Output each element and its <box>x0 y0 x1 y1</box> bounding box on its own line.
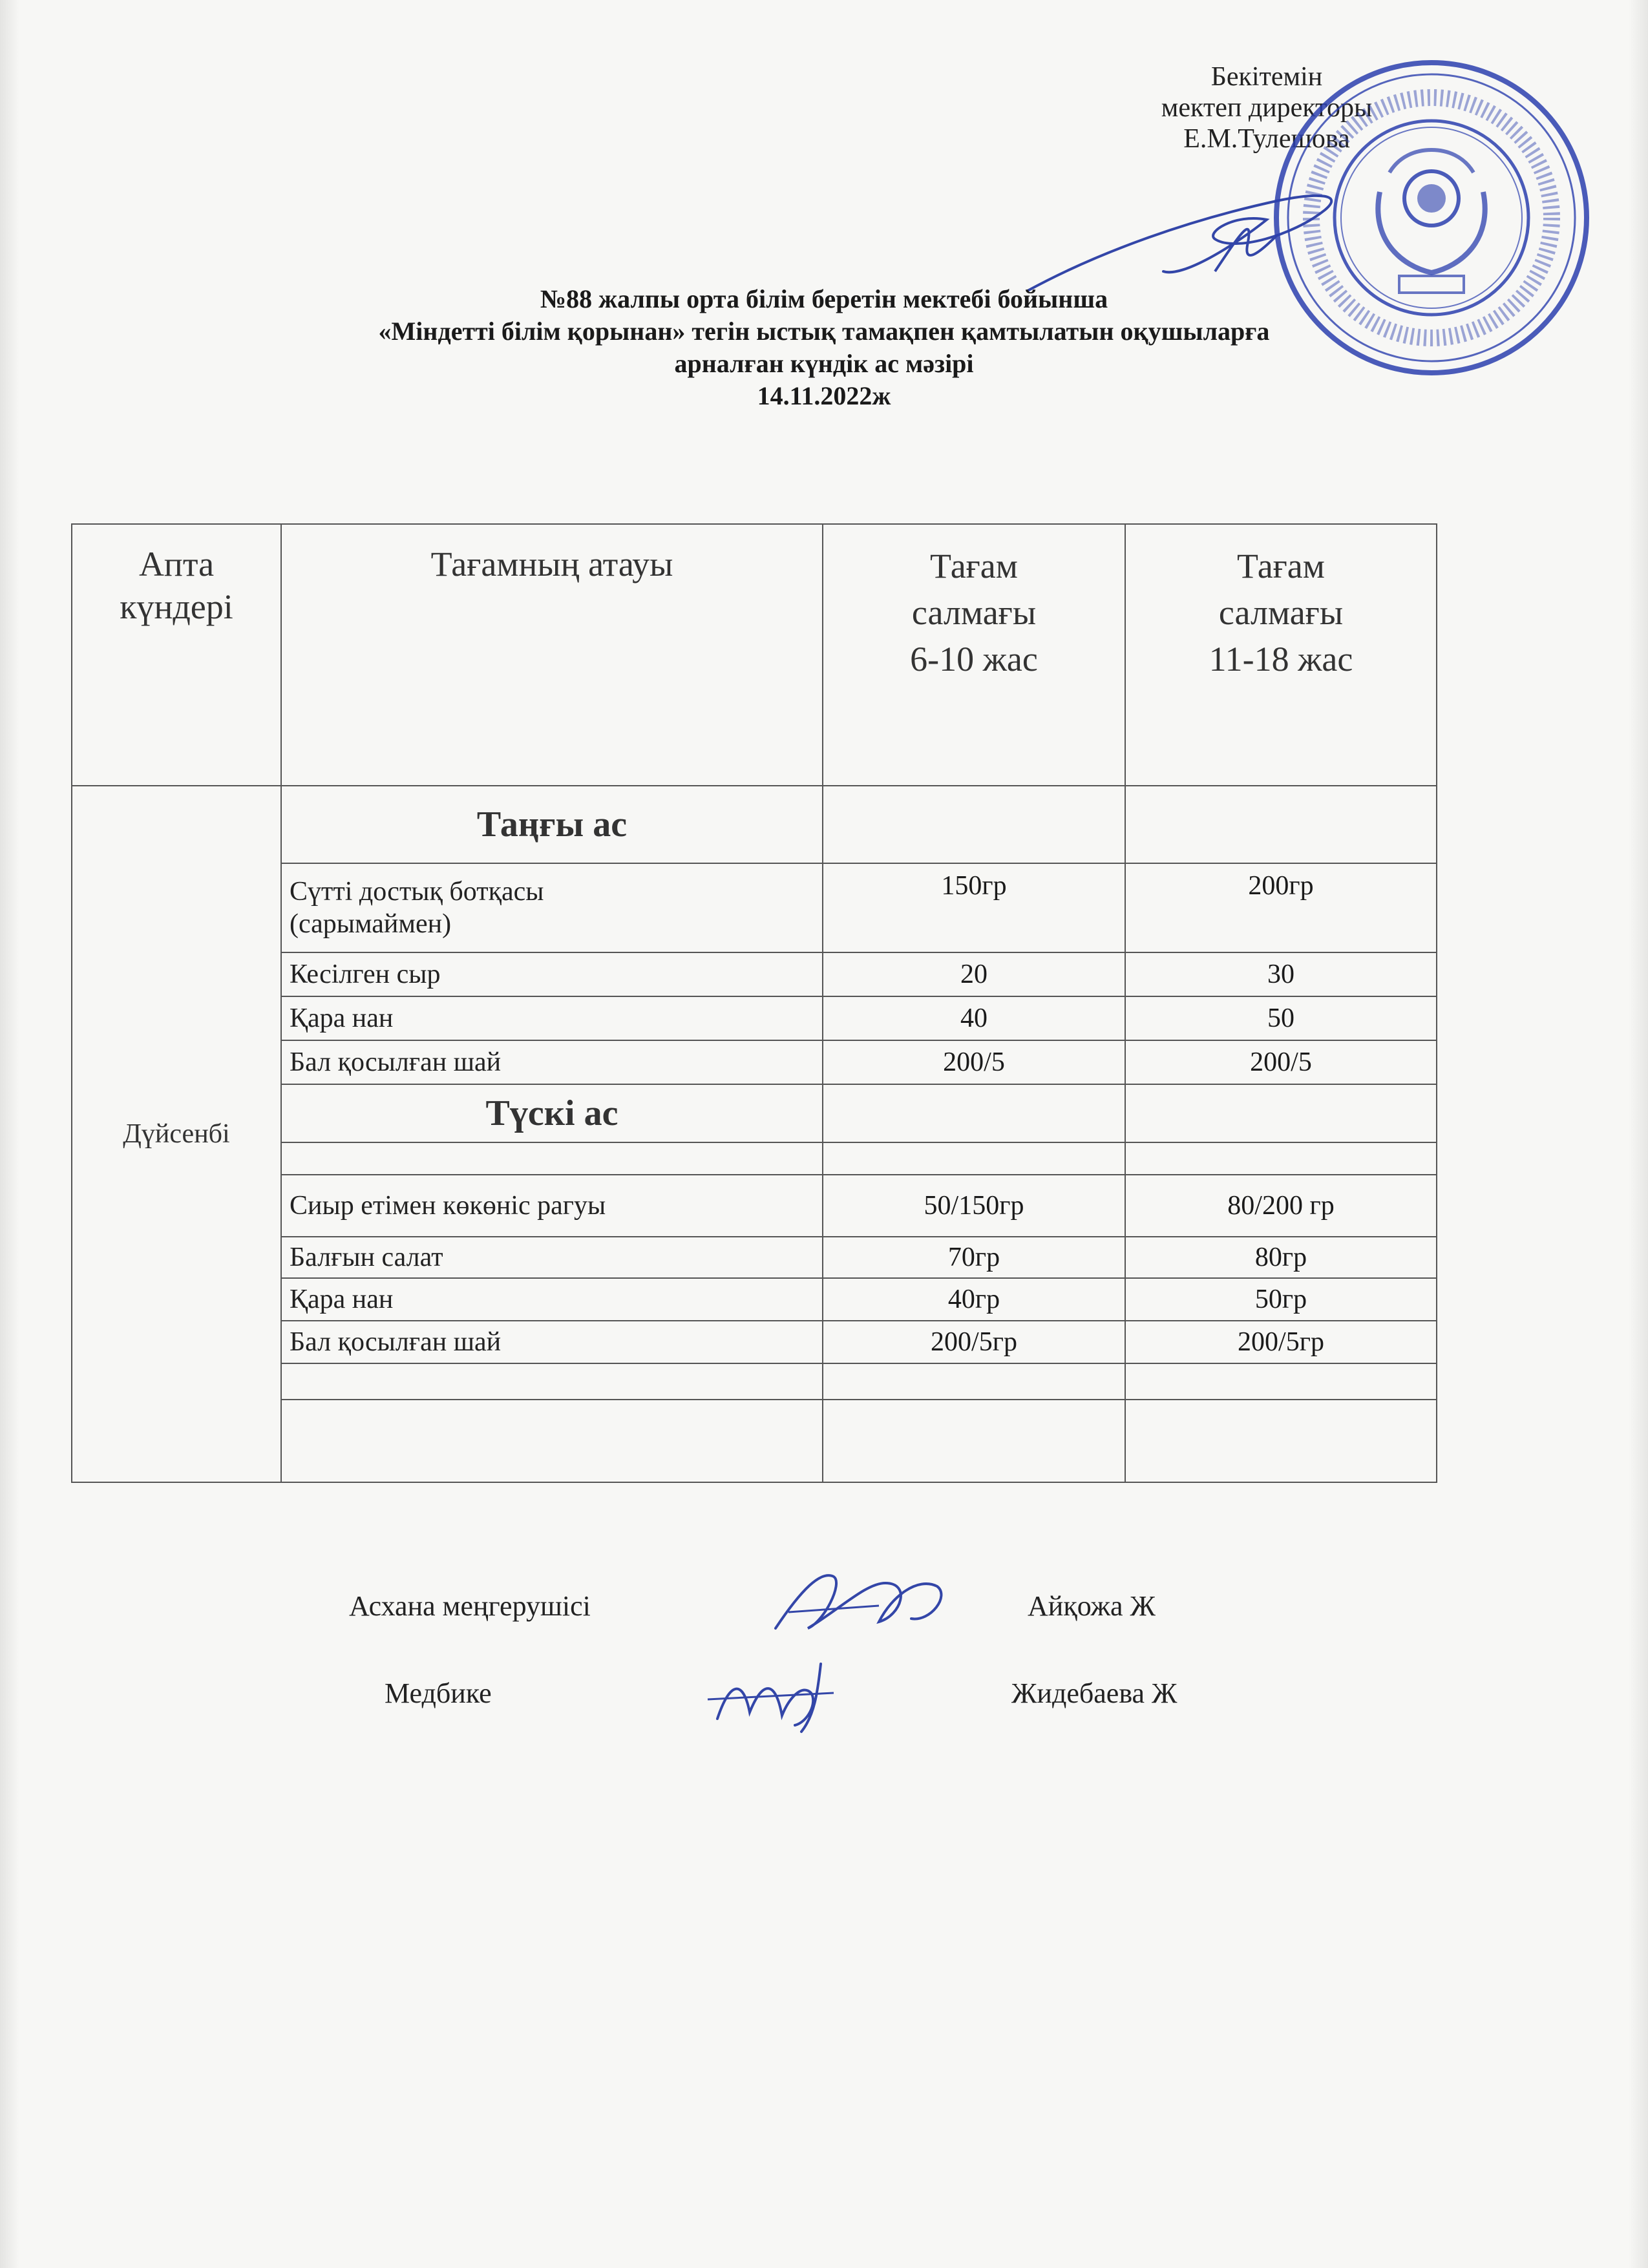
header-weight-11-18 <box>1125 524 1437 786</box>
canteen-name: Айқожа Ж <box>1028 1590 1156 1622</box>
empty-cell <box>281 1142 823 1175</box>
title-line-3: арналған күндік ас мәзірі <box>674 349 974 378</box>
weight-11-18: 80гр <box>1125 1237 1437 1278</box>
empty-cell <box>1125 1142 1437 1175</box>
dish-name-line-1: Сүтті достық ботқасы <box>290 877 544 907</box>
empty-cell <box>823 1400 1125 1482</box>
title-line-2: «Міндетті білім қорынан» тегін ыстық тамақпен қамтылатын оқушыларға <box>378 317 1270 346</box>
menu-table <box>71 523 1437 1483</box>
weight-6-10: 150гр <box>823 863 1125 952</box>
header-w2-line-2: салмағы <box>1218 593 1344 632</box>
weight-11-18: 80/200 гр <box>1125 1175 1437 1237</box>
header-w1-line-3: 6-10 жас <box>910 640 1038 678</box>
empty-cell <box>1125 1363 1437 1400</box>
empty-cell <box>1125 786 1437 863</box>
dish-name: Бал қосылған шай <box>281 1040 823 1084</box>
table-header-row <box>72 524 1437 786</box>
dish-name <box>281 863 823 952</box>
dish-name: Кесілген сыр <box>281 952 823 996</box>
dish-name: Қара нан <box>281 996 823 1040</box>
dish-name: Қара нан <box>281 1278 823 1321</box>
empty-cell <box>823 1363 1125 1400</box>
title-line-1: №88 жалпы орта білім беретін мектебі бойынша <box>540 284 1108 313</box>
weight-6-10: 50/150гр <box>823 1175 1125 1237</box>
dish-name: Балғын салат <box>281 1237 823 1278</box>
weight-11-18: 50 <box>1125 996 1437 1040</box>
empty-cell <box>823 1084 1125 1142</box>
nurse-signature <box>704 1654 860 1738</box>
empty-cell <box>281 1400 823 1482</box>
empty-cell <box>823 1142 1125 1175</box>
approval-line-3: Е.М.Тулешова <box>1183 124 1350 154</box>
weight-11-18: 200/5гр <box>1125 1321 1437 1363</box>
day-cell: Дүйсенбі <box>72 786 281 1482</box>
dish-name: Сиыр етімен көкөніс рагуы <box>281 1175 823 1237</box>
canteen-role: Асхана меңгерушісі <box>349 1590 591 1622</box>
empty-cell <box>281 1363 823 1400</box>
weight-6-10: 40 <box>823 996 1125 1040</box>
header-day <box>72 524 281 786</box>
weight-11-18: 30 <box>1125 952 1437 996</box>
nurse-role: Медбике <box>385 1677 492 1709</box>
empty-cell <box>1125 1400 1437 1482</box>
dish-name: Бал қосылған шай <box>281 1321 823 1363</box>
breakfast-title-row <box>72 786 1437 863</box>
empty-cell <box>1125 1084 1437 1142</box>
header-w1-line-2: салмағы <box>911 593 1037 632</box>
header-w2-line-1: Тағам <box>1237 547 1325 585</box>
document-title <box>0 283 1648 412</box>
dish-name-line-2: (сарымаймен) <box>290 909 452 939</box>
weight-11-18: 50гр <box>1125 1278 1437 1321</box>
canteen-signature <box>763 1551 956 1648</box>
header-w1-line-1: Тағам <box>930 547 1018 585</box>
weight-6-10: 20 <box>823 952 1125 996</box>
empty-cell <box>823 786 1125 863</box>
header-day-line-2: күндері <box>120 587 233 626</box>
approval-line-2: мектеп директоры <box>1161 93 1373 123</box>
header-dish-name: Тағамның атауы <box>281 524 823 786</box>
breakfast-title: Таңғы ас <box>281 786 823 863</box>
weight-11-18: 200гр <box>1125 863 1437 952</box>
weight-6-10: 70гр <box>823 1237 1125 1278</box>
weight-11-18: 200/5 <box>1125 1040 1437 1084</box>
weight-6-10: 200/5гр <box>823 1321 1125 1363</box>
header-weight-6-10 <box>823 524 1125 786</box>
title-date: 14.11.2022ж <box>757 381 891 410</box>
header-day-line-1: Апта <box>138 545 215 583</box>
weight-6-10: 40гр <box>823 1278 1125 1321</box>
nurse-name: Жидебаева Ж <box>1011 1677 1178 1709</box>
approval-line-1: Бекітемін <box>1210 62 1323 92</box>
lunch-title: Түскі ас <box>281 1084 823 1142</box>
weight-6-10: 200/5 <box>823 1040 1125 1084</box>
header-w2-line-3: 11-18 жас <box>1209 640 1353 678</box>
